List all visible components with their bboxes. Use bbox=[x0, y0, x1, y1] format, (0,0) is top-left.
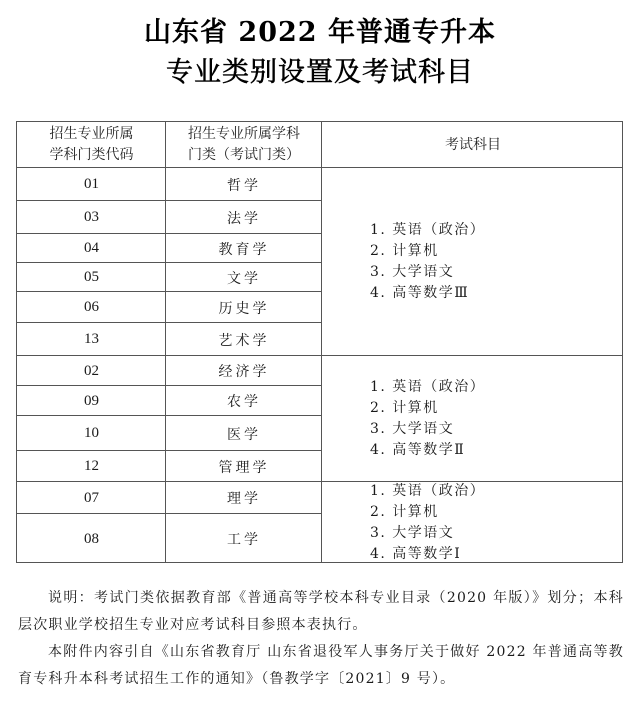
subject-item: 4. 高等数学Ⅲ bbox=[370, 285, 470, 301]
notes bbox=[18, 585, 624, 693]
subject-item: 3. 大学语文 bbox=[370, 421, 455, 437]
row-category: 管理学 bbox=[218, 459, 270, 476]
subject-item: 1. 英语（政治） bbox=[370, 222, 486, 238]
row-category: 工学 bbox=[227, 532, 261, 548]
row-code: 09 bbox=[84, 392, 99, 409]
row-code: 13 bbox=[84, 331, 99, 347]
header-category-line1: 招生专业所属学科 bbox=[188, 126, 300, 142]
subject-item: 2. 计算机 bbox=[370, 504, 439, 520]
header-category bbox=[166, 122, 322, 168]
header-code-line1: 招生专业所属 bbox=[49, 126, 134, 142]
row-category: 理学 bbox=[227, 491, 261, 507]
header-divider bbox=[17, 167, 622, 168]
row-category: 教育学 bbox=[218, 241, 270, 258]
column-divider bbox=[321, 122, 322, 562]
row-divider bbox=[17, 415, 322, 416]
subject-group-1 bbox=[322, 168, 624, 356]
exam-subjects-table bbox=[16, 121, 623, 563]
header-code bbox=[17, 122, 166, 168]
row-category: 农学 bbox=[227, 394, 261, 410]
row-divider bbox=[17, 385, 322, 386]
subject-item: 2. 计算机 bbox=[370, 243, 439, 259]
row-code: 04 bbox=[84, 240, 99, 256]
document-title-line1: 山东省 2022 年普通专升本 bbox=[144, 17, 496, 48]
row-code: 10 bbox=[84, 425, 99, 441]
row-divider bbox=[17, 291, 322, 292]
subject-item: 4. 高等数学Ⅱ bbox=[370, 442, 466, 458]
header-category-line2: 门类（考试门类） bbox=[188, 147, 300, 163]
note-source: 本附件内容引自《山东省教育厅 山东省退役军人事务厅关于做好 2022 年普通高等教育专科升本科考试招生工作的通知》（鲁教学字〔2021〕9 号）。 bbox=[18, 644, 624, 687]
note-explanation: 说明：考试门类依据教育部《普通高等学校本科专业目录（2020 年版）》划分；本科层次职业学校招生专业对应考试科目参照本表执行。 bbox=[18, 590, 624, 633]
row-code: 08 bbox=[84, 530, 99, 547]
subject-item: 1. 英语（政治） bbox=[370, 379, 486, 395]
row-divider bbox=[17, 200, 322, 201]
subject-item: 3. 大学语文 bbox=[370, 264, 455, 280]
row-category: 医学 bbox=[227, 426, 261, 443]
row-code: 03 bbox=[84, 209, 99, 225]
row-category: 经济学 bbox=[218, 364, 270, 380]
group-divider bbox=[17, 481, 622, 482]
header-subjects-label: 考试科目 bbox=[445, 136, 501, 153]
subject-item: 4. 高等数学Ⅰ bbox=[370, 546, 462, 562]
row-category: 哲学 bbox=[227, 177, 261, 194]
row-code: 07 bbox=[84, 489, 99, 506]
subject-group-2 bbox=[322, 356, 624, 482]
row-code: 06 bbox=[84, 299, 99, 315]
header-code-line2: 学科门类代码 bbox=[49, 147, 134, 163]
row-category: 法学 bbox=[227, 210, 261, 227]
row-code: 12 bbox=[84, 458, 99, 474]
row-divider bbox=[17, 262, 322, 263]
header-subjects bbox=[322, 122, 624, 168]
row-category: 文学 bbox=[227, 270, 261, 287]
row-code: 05 bbox=[84, 269, 99, 285]
row-divider bbox=[17, 513, 322, 514]
group-divider bbox=[17, 355, 622, 356]
subject-group-3 bbox=[322, 482, 624, 564]
document-title-line2: 专业类别设置及考试科目 bbox=[166, 57, 474, 88]
subject-item: 3. 大学语文 bbox=[370, 525, 455, 541]
row-divider bbox=[17, 233, 322, 234]
subject-item: 2. 计算机 bbox=[370, 400, 439, 416]
row-divider bbox=[17, 322, 322, 323]
row-category: 艺术学 bbox=[218, 332, 270, 349]
column-divider bbox=[165, 122, 166, 562]
row-code: 02 bbox=[84, 362, 99, 379]
row-category: 历史学 bbox=[218, 300, 270, 317]
row-code: 01 bbox=[84, 176, 99, 192]
row-divider bbox=[17, 450, 322, 451]
subject-item: 1. 英语（政治） bbox=[370, 483, 486, 499]
